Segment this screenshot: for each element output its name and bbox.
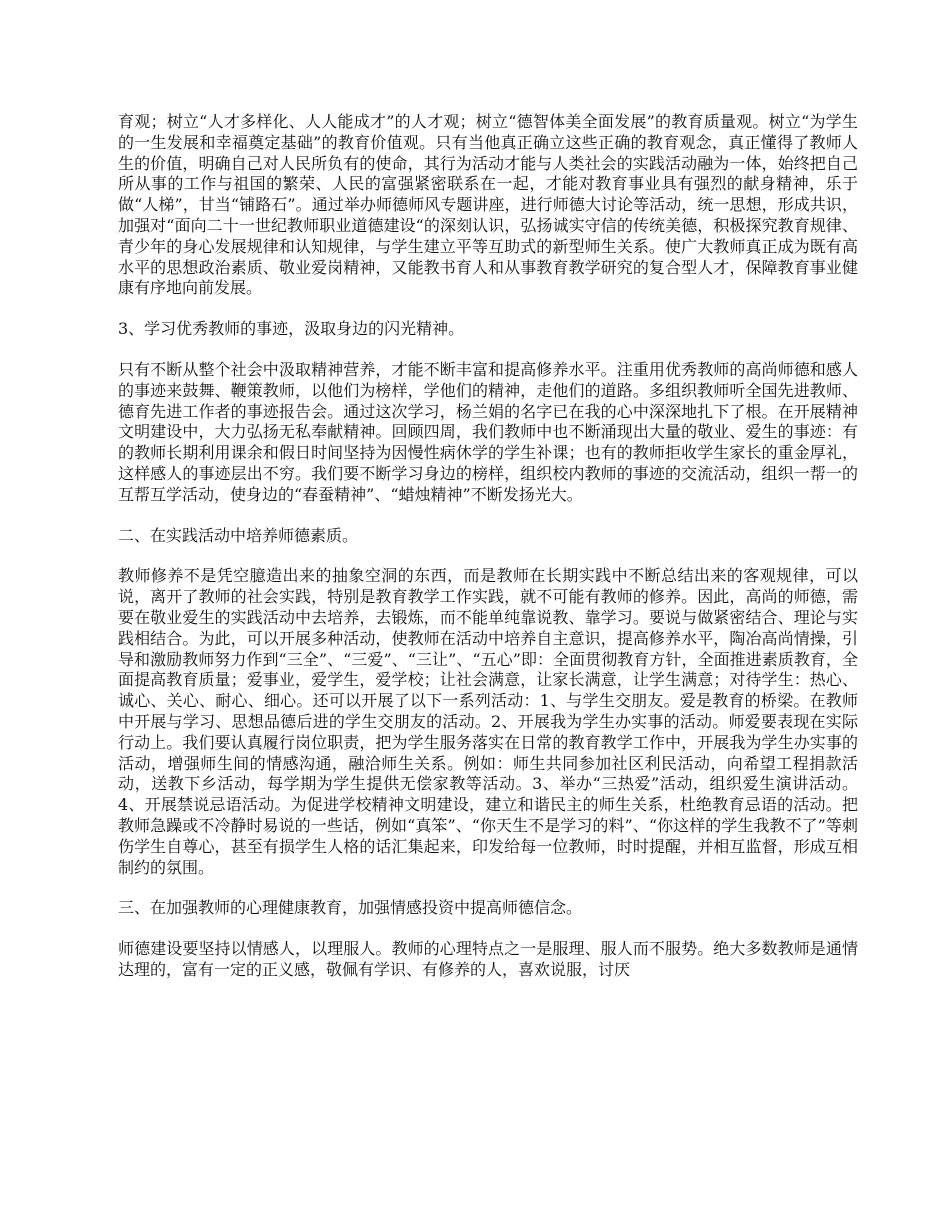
paragraph-4: 师德建设要坚持以情感人，以理服人。教师的心理特点之一是服理、服人而不服势。绝大多数教师是通情达理的，富有一定的正义感，敬佩有学识、有修养的人，喜欢说服，讨厌 — [118, 939, 858, 979]
document-body — [118, 112, 858, 1001]
section-heading-3-psych: 三、在加强教师的心理健康教育，加强情感投资中提高师德信念。 — [118, 898, 583, 918]
section-heading-3: 3、学习优秀教师的事迹，汲取身边的闪光精神。 — [118, 319, 465, 339]
paragraph-2: 只有不断从整个社会中汲取精神营养，才能不断丰富和提高修养水平。注重用优秀教师的高尚师德和感人的事迹来鼓舞、鞭策教师，以他们为榜样，学他们的精神，走他们的道路。多组织教师听全国先进教师、德育先进工作者的事迹报告会。通过这次学习，杨兰娟的名字已在我的心中深深地扎下了根。在开展精神文明建设中，大力弘扬无私奉献精神。回顾四周，我们教师中也不断涌现出大量的敬业、爱生的事迹：有的教师长期利用课余和假日时间坚持为因慢性病休学的学生补课；也有的教师拒收学生家长的重金厚礼，这样感人的事迹层出不穷。我们要不断学习身边的榜样，组织校内教师的事迹的交流活动，组织一帮一的互帮互学活动，使身边的“春蚕精神”、“蜡烛精神”不断发扬光大。 — [118, 359, 858, 504]
paragraph-1: 育观；树立“人才多样化、人人能成才”的人才观；树立“德智体美全面发展”的教育质量观。树立“为学生的一生发展和幸福奠定基础”的教育价值观。只有当他真正确立这些正确的教育观念，真正懂得了教师人生的价值，明确自己对人民所负有的使命，其行为活动才能与人类社会的实践活动融为一体，始终把自己所从事的工作与祖国的繁荣、人民的富强紧密联系在一起，才能对教育事业具有强烈的献身精神，乐于做“人梯”，甘当“铺路石”。通过举办师德师风专题讲座，进行师德大讨论等活动，统一思想，形成共识，加强对“面向二十一世纪教师职业道德建设“的深刻认识，弘扬诚实守信的传统美德，积极探究教育规律、青少年的身心发展规律和认知规律，与学生建立平等互助式的新型师生关系。使广大教师真正成为既有高水平的思想政治素质、敬业爱岗精神，又能教书育人和从事教育教学研究的复合型人才，保障教育事业健康有序地向前发展。 — [118, 112, 858, 298]
section-heading-2: 二、在实践活动中培养师德素质。 — [118, 525, 359, 545]
paragraph-3: 教师修养不是凭空臆造出来的抽象空洞的东西，而是教师在长期实践中不断总结出来的客观规律，可以说，离开了教师的社会实践，特别是教育教学工作实践，就不可能有教师的修养。因此，高尚的师德，需要在敬业爱生的实践活动中去培养，去锻炼，而不能单纯靠说教、靠学习。要说与做紧密结合、理论与实践相结合。为此，可以开展多种活动，使教师在活动中培养自主意识，提高修养水平，陶冶高尚情操，引导和激励教师努力作到“三全”、“三爱”、“三让”、“五心”即：全面贯彻教育方针，全面推进素质教育，全面提高教育质量；爱事业，爱学生，爱学校；让社会满意，让家长满意，让学生满意；对待学生：热心、诚心、关心、耐心、细心。还可以开展了以下一系列活动：1、与学生交朋友。爱是教育的桥梁。在教师中开展与学习、思想品德后进的学生交朋友的活动。2、开展我为学生办实事的活动。师爱要表现在实际行动上。我们要认真履行岗位职责，把为学生服务落实在日常的教育教学工作中，开展我为学生办实事的活动，增强师生间的情感沟通，融洽师生关系。例如：师生共同参加社区利民活动，向希望工程捐款活动，送教下乡活动，每学期为学生提供无偿家教等活动。3、举办“三热爱”活动，组织爱生演讲活动。4、开展禁说忌语活动。为促进学校精神文明建设，建立和谐民主的师生关系，杜绝教育忌语的活动。把教师急躁或不冷静时易说的一些话，例如“真笨”、“你天生不是学习的料”、“你这样的学生我教不了”等刺伤学生自尊心，甚至有损学生人格的话汇集起来，印发给每一位教师，时时提醒，并相互监督，形成互相制约的氛围。 — [118, 566, 858, 877]
